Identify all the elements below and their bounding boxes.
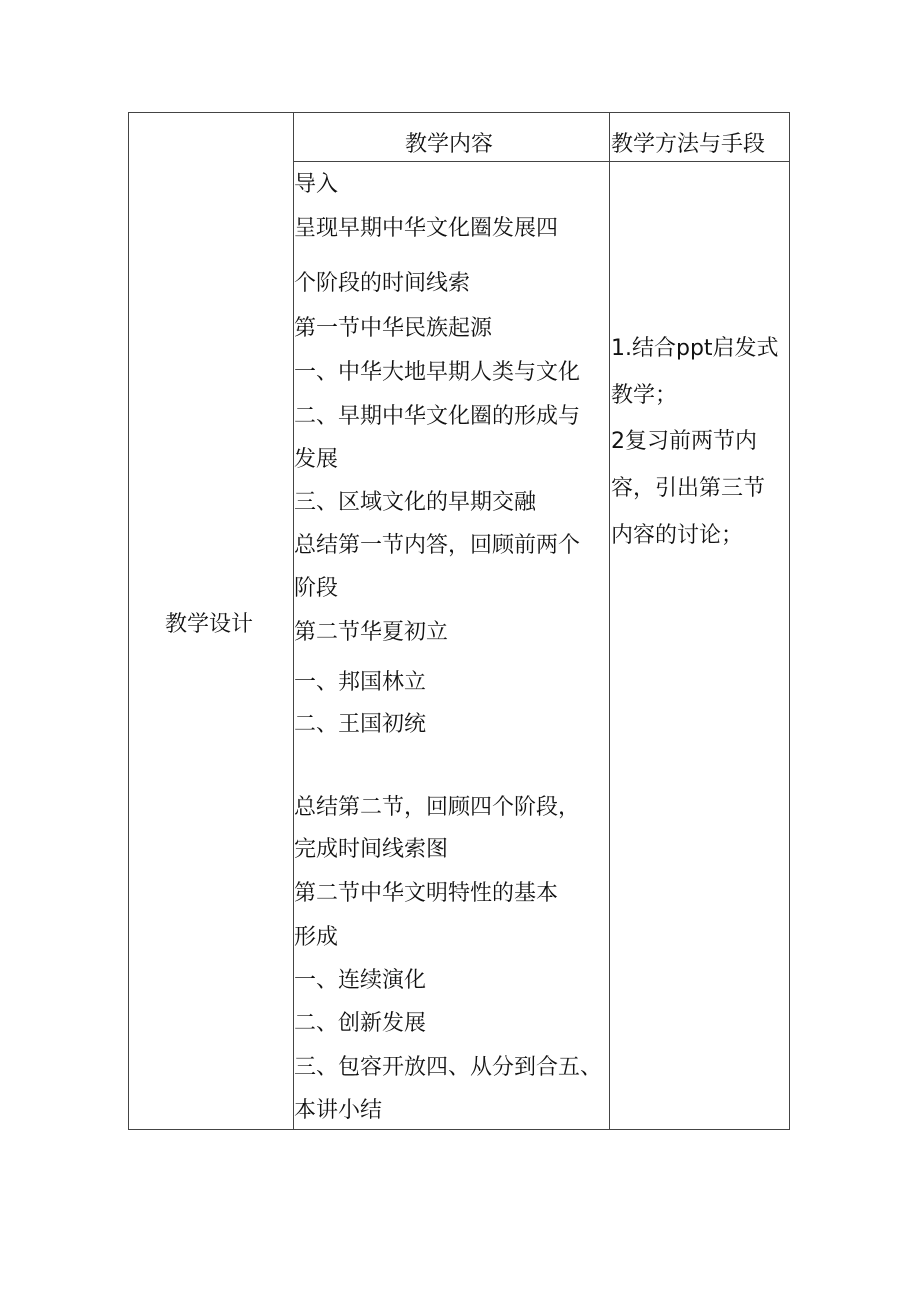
content-line: 二、王国初统 [294, 712, 427, 737]
method-line: 内容的讨论； [611, 523, 744, 548]
content-line: 二、早期中华文化圈的形成与 [294, 404, 581, 429]
content-line: 形成 [294, 925, 339, 950]
content-line: 第二节华夏初立 [294, 620, 449, 645]
content-line: 完成时间线索图 [294, 837, 449, 862]
content-line: 第一节中华民族起源 [294, 316, 493, 341]
content-line: 三、区域文化的早期交融 [294, 490, 537, 515]
content-line: 导入 [294, 172, 339, 197]
content-line: 第二节中华文明特性的基本 [294, 881, 559, 906]
method-line: 容，引出第三节 [611, 476, 766, 501]
content-line: 个阶段的时间线索 [294, 271, 471, 296]
column-divider-right [609, 113, 610, 1129]
row-label-teaching-design: 教学设计 [165, 612, 254, 637]
content-line: 二、创新发展 [294, 1011, 427, 1036]
content-line: 阶段 [294, 576, 339, 601]
content-line: 一、连续演化 [294, 968, 427, 993]
content-line: 总结第二节，回顾四个阶段， [294, 795, 581, 820]
content-line: 发展 [294, 447, 339, 472]
content-line: 本讲小结 [294, 1098, 383, 1123]
content-line: 呈现早期中华文化圈发展四 [294, 216, 559, 241]
header-teaching-method: 教学方法与手段 [611, 132, 766, 157]
method-line: 1.结合ppt启发式 [611, 336, 779, 361]
content-line: 总结第一节内答，回顾前两个 [294, 533, 581, 558]
header-teaching-content: 教学内容 [405, 132, 494, 157]
header-divider [293, 161, 789, 162]
content-line: 一、中华大地早期人类与文化 [294, 360, 581, 385]
method-line: 教学； [611, 383, 678, 408]
method-line: 2复习前两节内 [611, 429, 757, 454]
content-line: 一、邦国林立 [294, 670, 427, 695]
lesson-design-table [128, 112, 790, 1130]
content-line: 三、包容开放四、从分到合五、 [294, 1055, 603, 1080]
